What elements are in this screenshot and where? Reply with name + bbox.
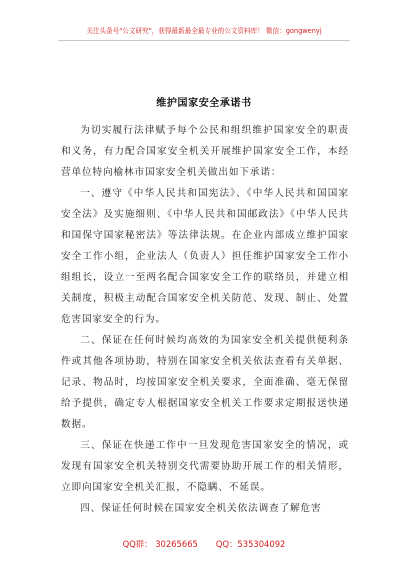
qq-number: QQ：535304092 <box>215 539 286 549</box>
paragraph-1: 一、遵守《中华人民共和国宪法》、《中华人民共和国国家安全法》及实施细则、《中华人民共和国邮政法》《中华人民共和国保守国家秘密法》等法律法规。在企业内部成立维护国家安全工作小组，企业法人（负责人）担任维护国家安全工作小组组长，设立一至两名配合国家安全工作的联络员，并建立相关制度，积极主动配合国家安全机关防范、发现、制止、处置危害国家安全的行为。 <box>61 188 349 325</box>
header-banner: 关注头条号"公文研究"，获得最新最全最专业的公文资料库！ 微信：gongwenyj <box>86 27 322 35</box>
footer-contacts <box>0 538 408 550</box>
paragraph-intro: 为切实履行法律赋予每个公民和组织维护国家安全的职责和义务，有力配合国家安全机关开展维护国家安全工作，本经营单位特向榆林市国家安全机关做出如下承诺： <box>61 125 349 178</box>
header-divider <box>58 40 350 41</box>
qq-group-number: QQ群： 30265665 <box>122 539 198 549</box>
document-body <box>61 120 349 519</box>
document-title: 维护国家安全承诺书 <box>156 98 252 109</box>
paragraph-2: 二、保证在任何时候均高效的为国家安全机关提供便利条件或其他各项协助，特别在国家安全机关依法查看有关单据、记录、物品时，均按国家安全机关要求，全面准确、毫无保留给予提供，确定专人根据国家安全机关工作要求定期报送快递数据。 <box>61 335 349 430</box>
paragraph-4: 四、保证任何时候在国家安全机关依法调查了解危害 <box>80 503 322 514</box>
paragraph-3: 三、保证在快递工作中一旦发现危害国家安全的情况，或发现有国家安全机关特别交代需要协助开展工作的相关情形，立即向国家安全机关汇报，不隐瞒、不延误。 <box>61 440 349 493</box>
